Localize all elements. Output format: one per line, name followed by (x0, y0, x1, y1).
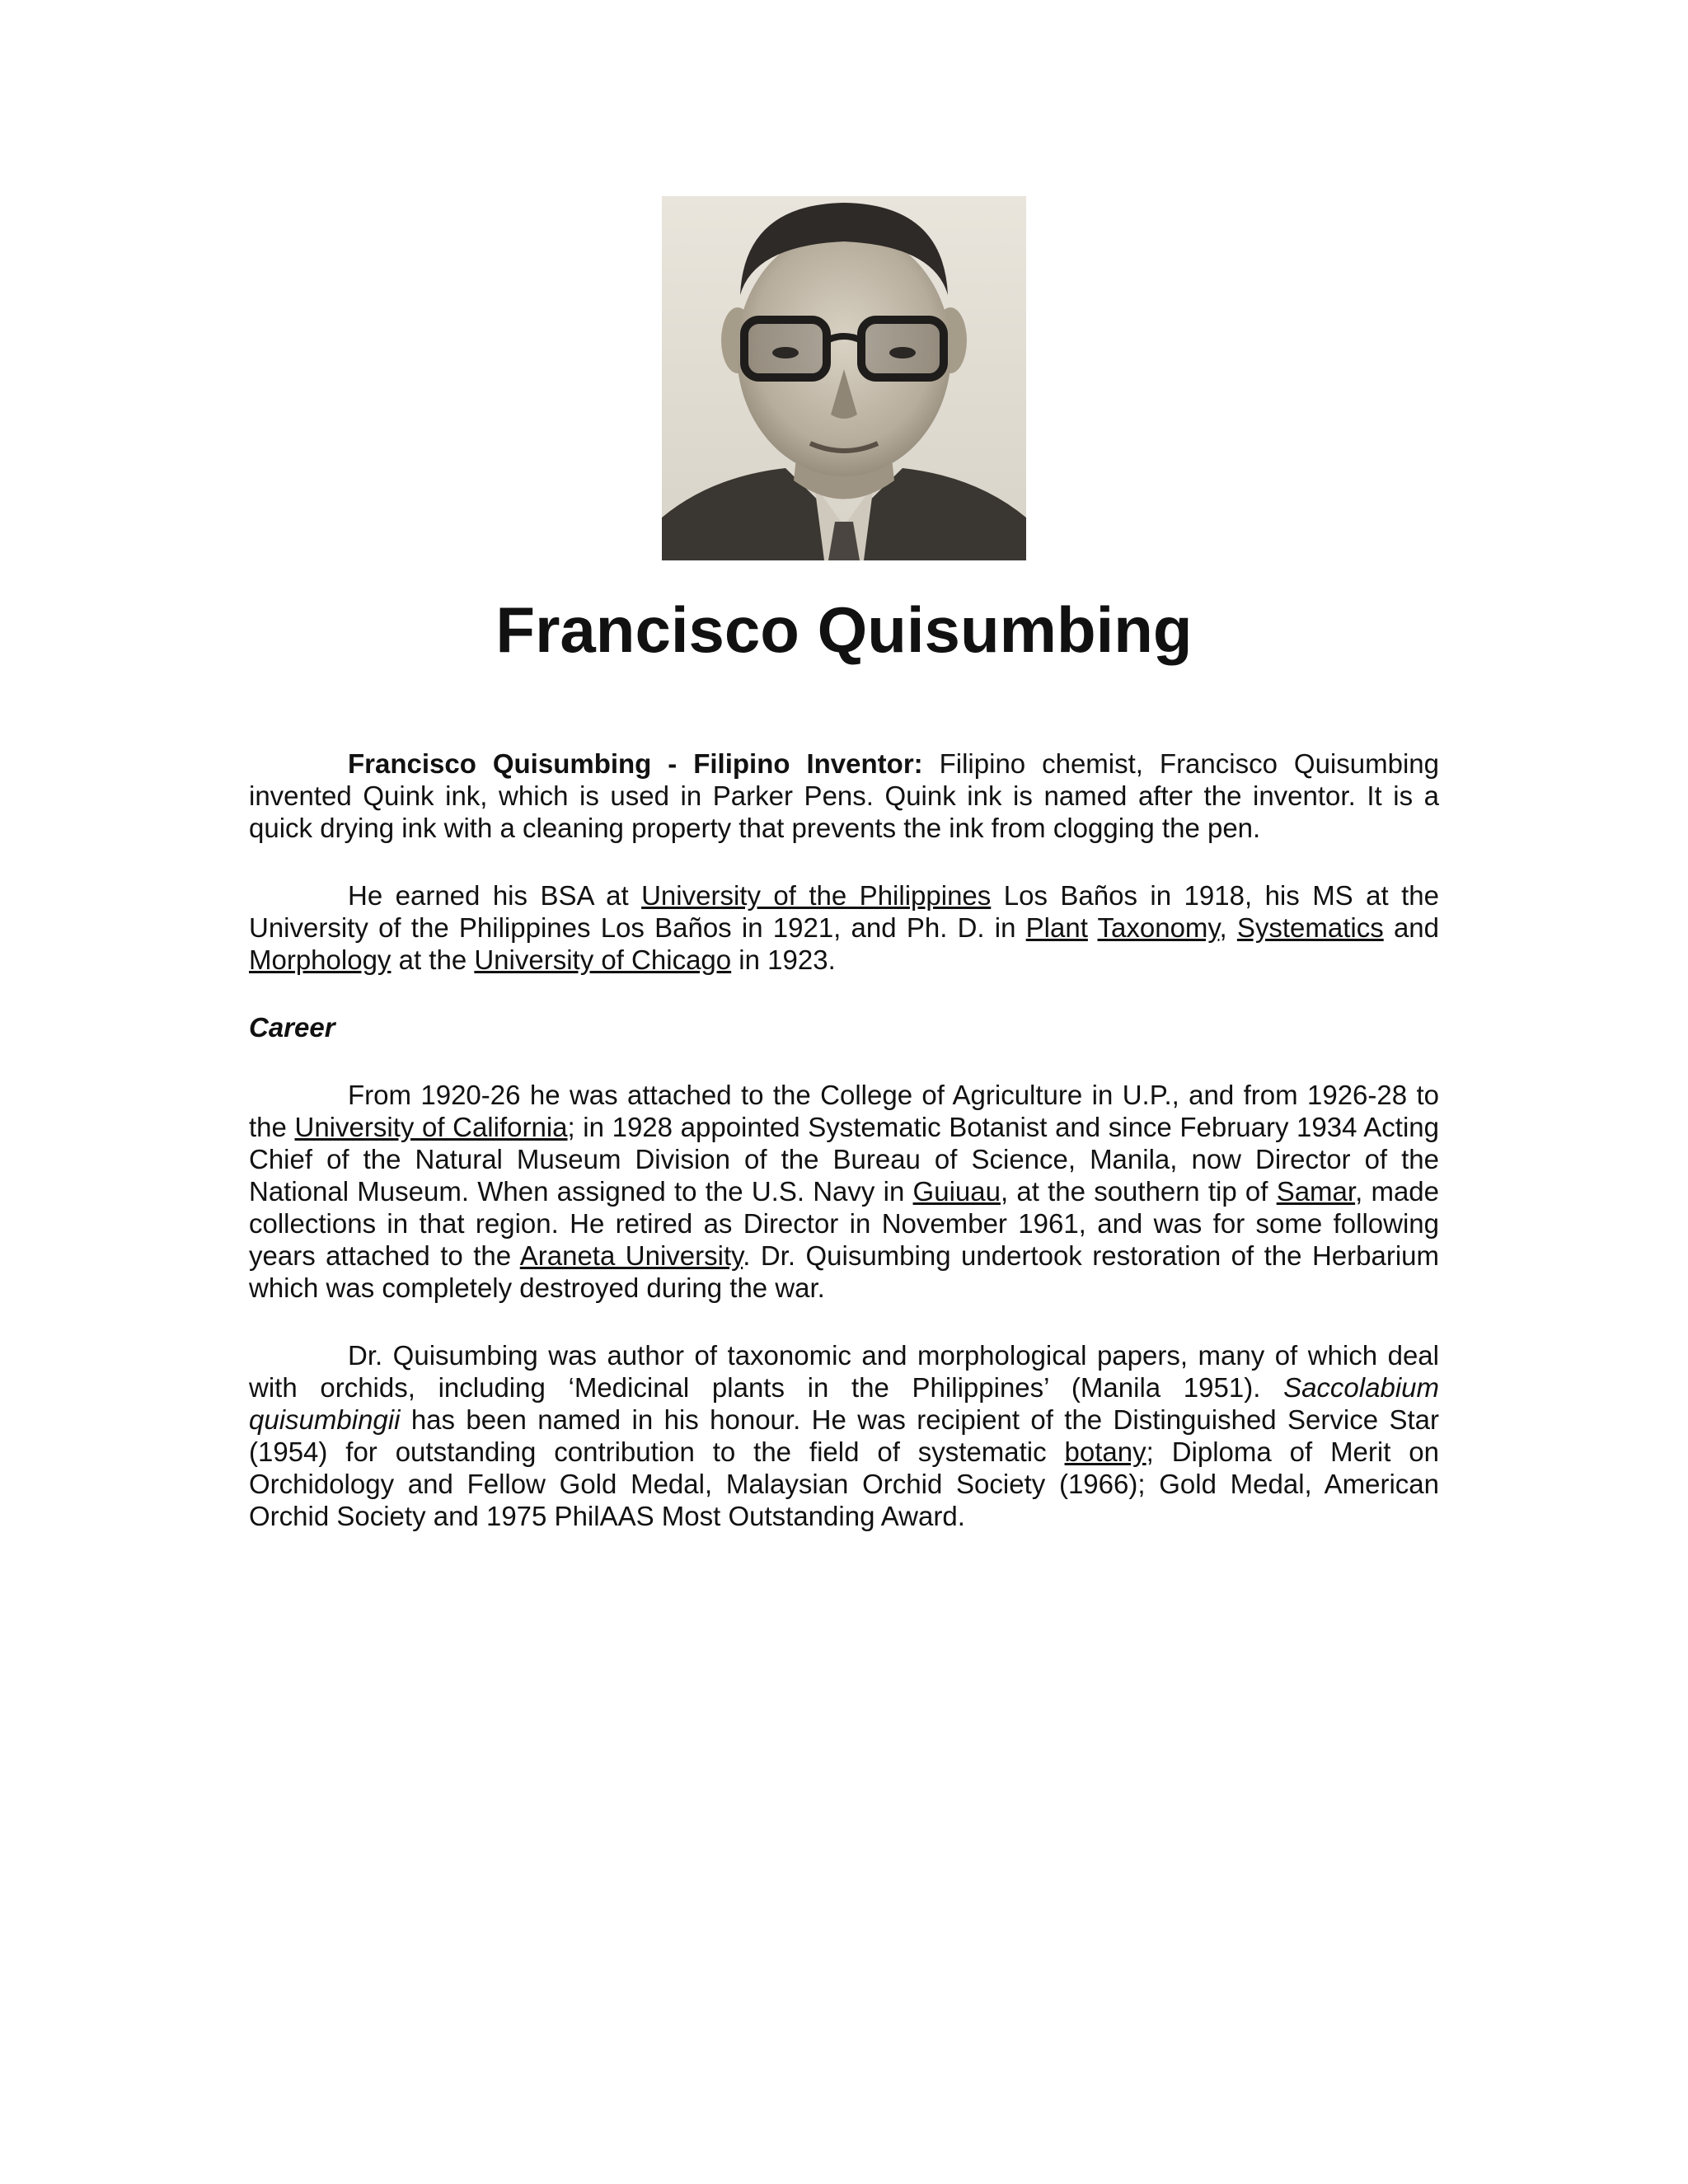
link-guiuan[interactable]: Guiuau (912, 1176, 1001, 1207)
paragraph-text: in 1923. (731, 944, 836, 975)
intro-paragraph (249, 748, 1439, 844)
paragraph-text: He earned his BSA at (348, 880, 642, 911)
career-paragraph (249, 1079, 1439, 1304)
paragraph-text: , made collections in that region. He retired as Director in November 1961, and was for some following years attached to the (249, 1176, 1440, 1271)
portrait-photo (662, 196, 1026, 560)
link-araneta-university[interactable]: Araneta University (519, 1240, 743, 1271)
page-title: Francisco Quisumbing (495, 593, 1193, 666)
paragraph-text: . Dr. Quisumbing undertook restoration of the Herbarium which was completely destroyed during the war. (249, 1240, 1440, 1303)
link-systematics[interactable]: Systematics (1236, 912, 1384, 943)
link-botany[interactable]: botany (1064, 1436, 1146, 1467)
paragraph-text: From 1920-26 he was attached to the College of Agriculture in U.P., and from 1926-28 to the (249, 1080, 1439, 1142)
intro-text: Filipino chemist, Francisco Quisumbing invented Quink ink, which is used in Parker Pens. Quink ink is named after the inventor. It is a quick drying ink with a cleaning property that prevents the ink from clogging the pen. (249, 748, 1439, 843)
link-taxonomy[interactable]: Taxonomy (1097, 912, 1220, 943)
paragraph-text: , (1219, 912, 1237, 943)
article-body (249, 748, 1439, 1568)
link-university-of-california[interactable]: University of California (294, 1112, 568, 1142)
paragraph-text (1088, 912, 1098, 943)
link-university-of-the-philippines[interactable]: University of the Philippines (641, 880, 992, 911)
education-paragraph (249, 879, 1439, 976)
paragraph-text: Los Baños in 1918, his MS at the University of the Philippines Los Baños in 1921, and Ph. D. in (249, 880, 1439, 943)
paragraph-text: and (1383, 912, 1440, 943)
link-samar[interactable]: Samar (1276, 1176, 1356, 1207)
species-name: Saccolabium quisumbingii (249, 1372, 1439, 1435)
paragraph-text: ; in 1928 appointed Systematic Botanist and since February 1934 Acting Chief of the Natural Museum Division of the Bureau of Science, Manila, now Director of the National Museum. When assigned to the U.S. Navy in (249, 1112, 1439, 1207)
paragraph-text: ; Diploma of Merit on Orchidology and Fellow Gold Medal, Malaysian Orchid Society (1966); Gold Medal, American Orchid Society and 1975 PhilAAS Most Outstanding Award. (249, 1436, 1439, 1531)
paragraph-text: at the (391, 944, 475, 975)
paragraph-text: has been named in his honour. He was recipient of the Distinguished Service Star (1954) for outstanding contribution to the field of systematic (249, 1404, 1439, 1467)
link-university-of-chicago[interactable]: University of Chicago (474, 944, 732, 975)
paragraph-text: Dr. Quisumbing was author of taxonomic and morphological papers, many of which deal with orchids, including ‘Medicinal plants in the Philippines’ (Manila 1951). (249, 1340, 1439, 1403)
intro-lead: Francisco Quisumbing - Filipino Inventor: (348, 748, 923, 779)
paragraph-text: , at the southern tip of (1000, 1176, 1277, 1207)
link-morphology[interactable]: Morphology (249, 944, 392, 975)
works-paragraph (249, 1339, 1439, 1532)
link-plant[interactable]: Plant (1025, 912, 1088, 943)
career-heading: Career (249, 1012, 335, 1043)
